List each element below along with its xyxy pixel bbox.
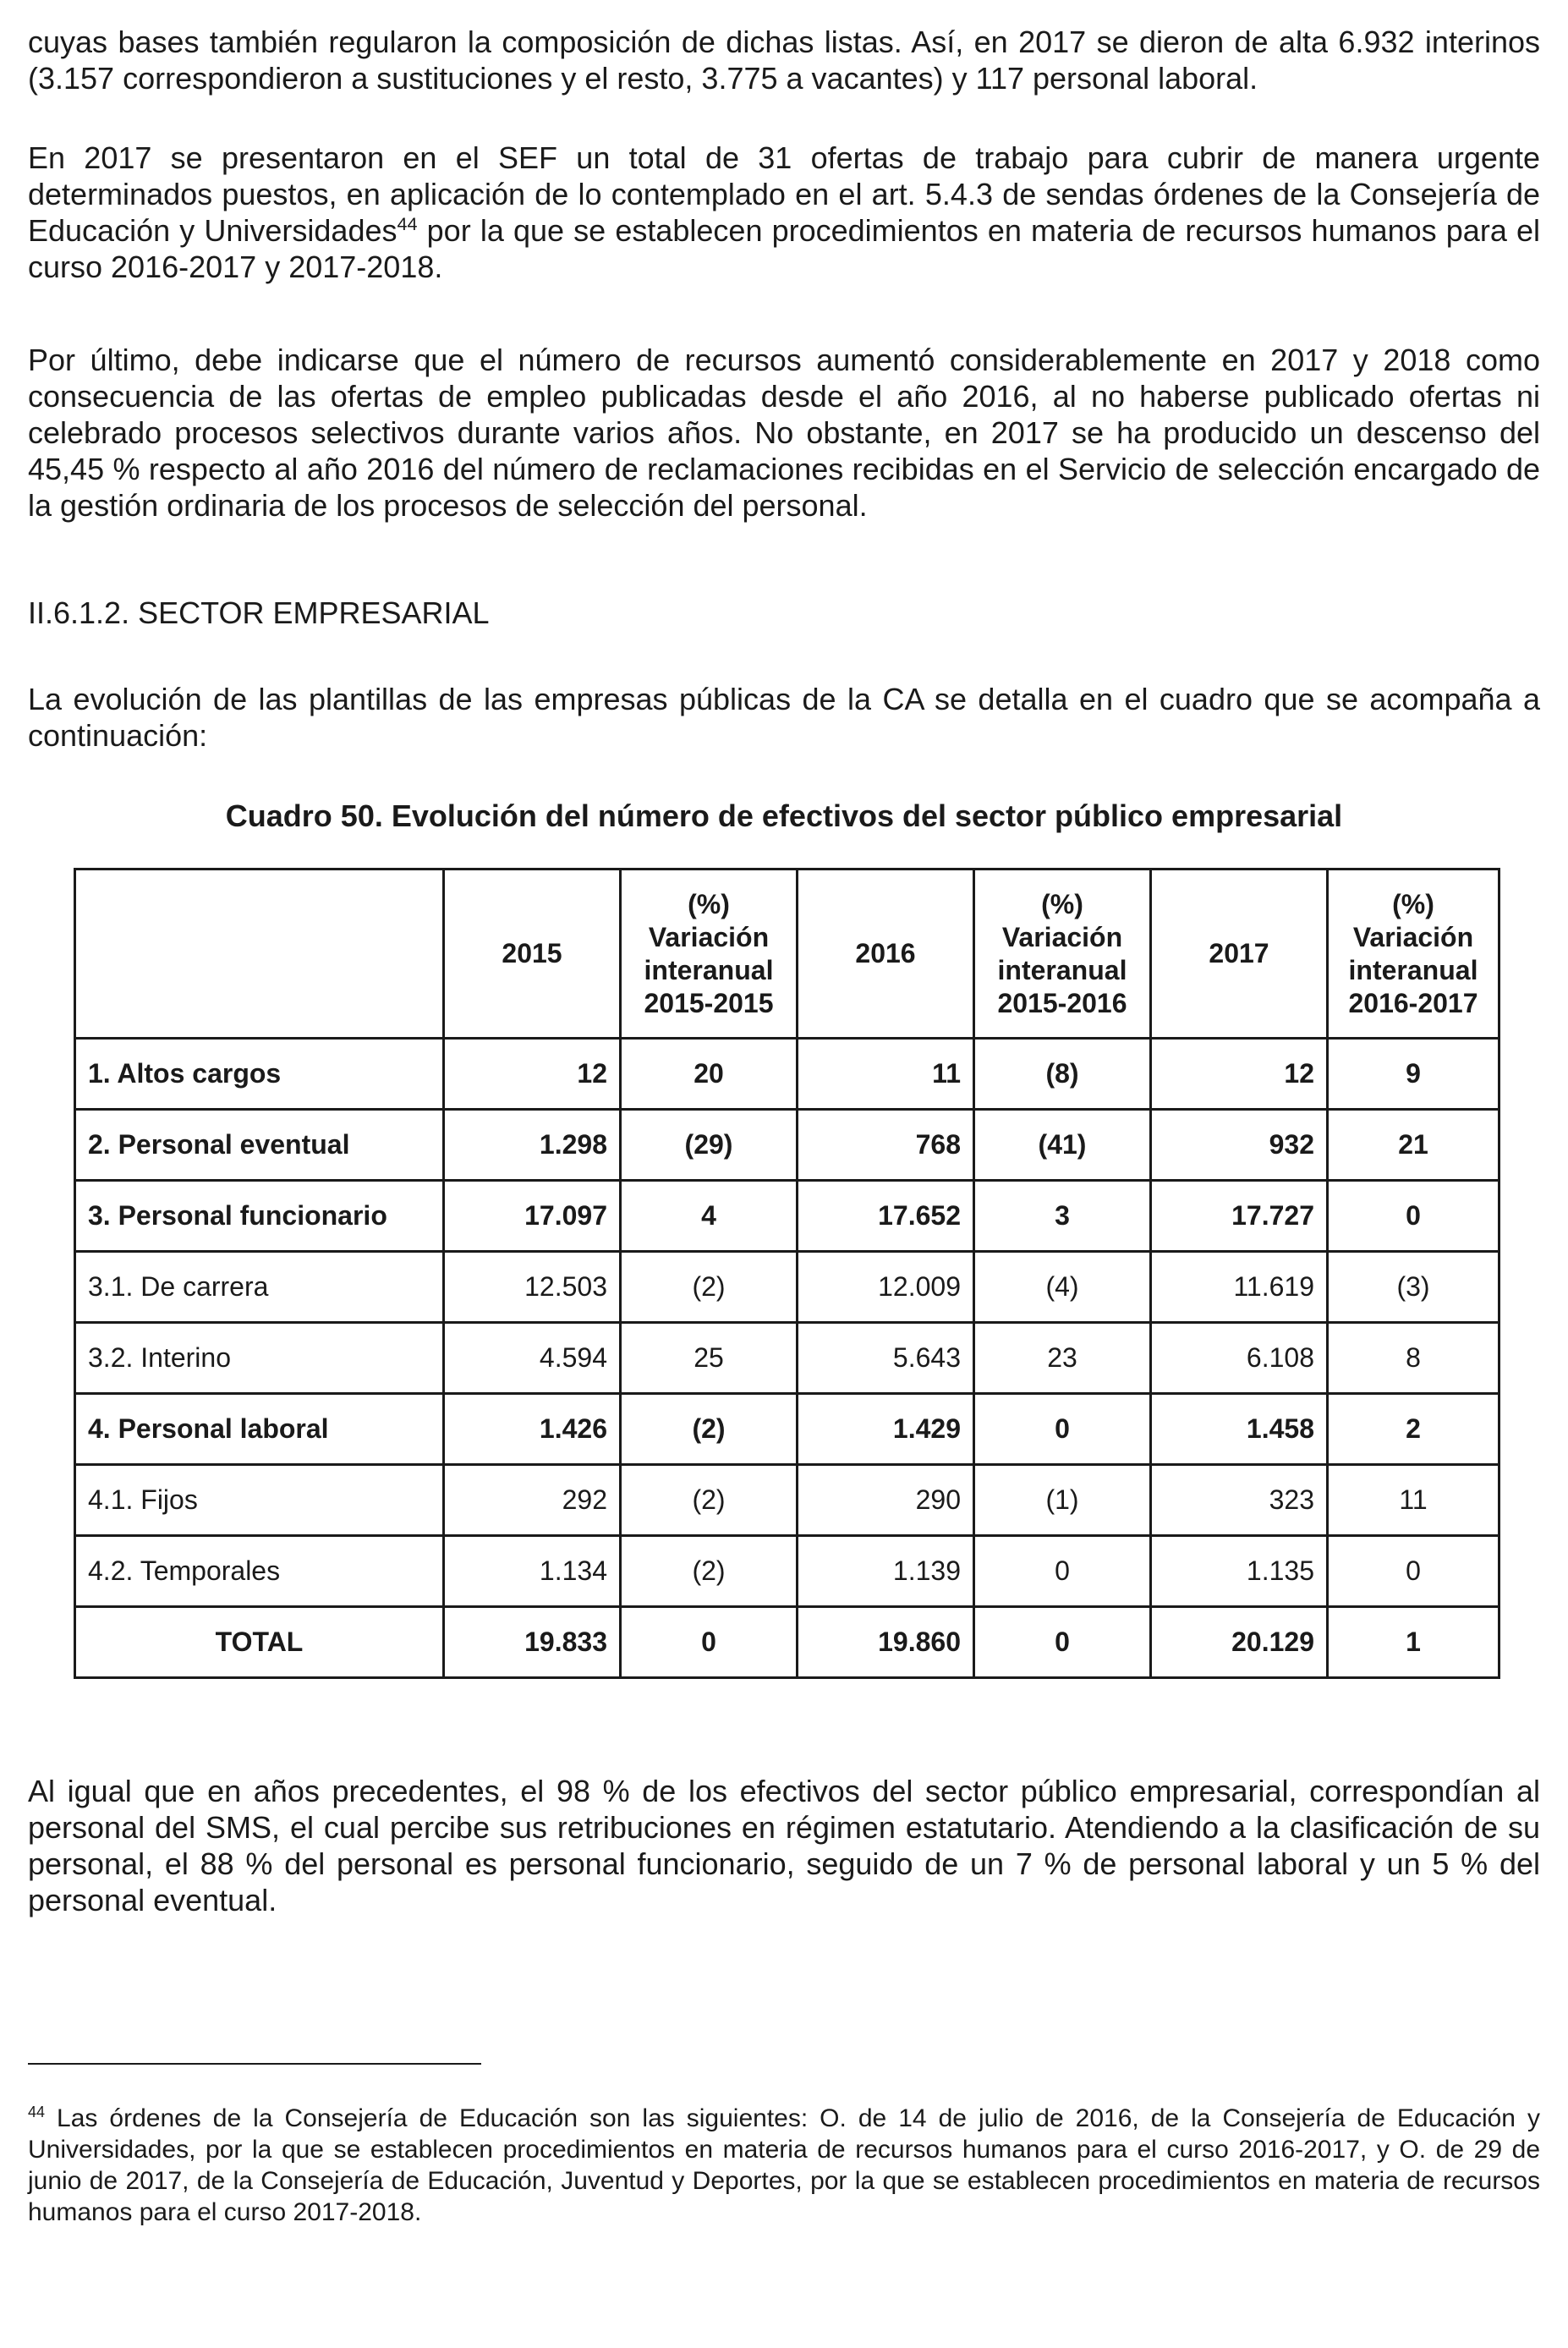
value-cell: 932 [1151, 1110, 1328, 1181]
value-cell: 12 [444, 1039, 621, 1110]
variation-cell: 0 [974, 1536, 1151, 1607]
row-label: 2. Personal eventual [75, 1110, 444, 1181]
table-row [75, 1607, 1499, 1678]
paragraph-plantillas-text: La evolución de las plantillas de las empresas públicas de la CA se detalla en el cuadro que se acompaña a continuación: [28, 682, 1540, 753]
variation-cell: (8) [974, 1039, 1151, 1110]
variation-cell: (41) [974, 1110, 1151, 1181]
table-row [75, 1252, 1499, 1323]
table-header-cell: 2016 [798, 870, 974, 1039]
value-cell: 17.727 [1151, 1181, 1328, 1252]
variation-cell: (3) [1328, 1252, 1499, 1323]
table-header-cell: (%) Variación interanual 2015-2016 [974, 870, 1151, 1039]
value-cell: 292 [444, 1465, 621, 1536]
value-cell: 5.643 [798, 1323, 974, 1394]
variation-cell: 0 [974, 1607, 1151, 1678]
variation-cell: 0 [974, 1394, 1151, 1465]
variation-cell: 21 [1328, 1110, 1499, 1181]
footnote-number: 44 [28, 2104, 46, 2120]
value-cell: 4.594 [444, 1323, 621, 1394]
paragraph-sms [28, 1773, 1540, 1918]
value-cell: 1.429 [798, 1394, 974, 1465]
value-cell: 11 [798, 1039, 974, 1110]
variation-cell: 20 [621, 1039, 798, 1110]
paragraph-sef-text-after: por la que se establecen procedimientos en materia de recursos humanos para el curso 2016-2017 y 2017-2018. [28, 213, 1540, 284]
variation-cell: (2) [621, 1465, 798, 1536]
value-cell: 290 [798, 1465, 974, 1536]
table-header-cell: 2017 [1151, 870, 1328, 1039]
value-cell: 11.619 [1151, 1252, 1328, 1323]
footnote-text: Las órdenes de la Consejería de Educación son las siguientes: O. de 14 de julio de 2016, de la Consejería de Educación y Universidades, por la que se establecen procedimientos en materia de recursos humanos para el curso 2016-2017, y O. de 29 de junio de 2017, de la Consejería de Educación, Juventud y Deportes, por la que se establecen procedimientos en materia de recursos humanos para el curso 2017-2018. [28, 2104, 1540, 2226]
table-header-cell: (%) Variación interanual 2016-2017 [1328, 870, 1499, 1039]
value-cell: 1.458 [1151, 1394, 1328, 1465]
variation-cell: (1) [974, 1465, 1151, 1536]
value-cell: 17.652 [798, 1181, 974, 1252]
table-row [75, 1181, 1499, 1252]
row-label: 3.1. De carrera [75, 1252, 444, 1323]
paragraph-sef-ofertas-text [28, 140, 1540, 285]
value-cell: 20.129 [1151, 1607, 1328, 1678]
value-cell: 1.298 [444, 1110, 621, 1181]
variation-cell: 0 [1328, 1181, 1499, 1252]
value-cell: 1.426 [444, 1394, 621, 1465]
variation-cell: 2 [1328, 1394, 1499, 1465]
row-label: 4. Personal laboral [75, 1394, 444, 1465]
value-cell: 323 [1151, 1465, 1328, 1536]
variation-cell: 25 [621, 1323, 798, 1394]
footnote-reference[interactable]: 44 [397, 213, 418, 234]
table-row [75, 1536, 1499, 1607]
value-cell: 19.833 [444, 1607, 621, 1678]
footnote-divider [28, 2063, 481, 2065]
footnote [28, 2103, 1540, 2228]
variation-cell: 11 [1328, 1465, 1499, 1536]
table-row [75, 1039, 1499, 1110]
value-cell: 12.503 [444, 1252, 621, 1323]
paragraph-recursos-text: Por último, debe indicarse que el número de recursos aumentó considerablemente en 2017 y 2018 como consecuencia de las ofertas de empleo publicadas desde el año 2016, al no haberse publicado ofertas ni celebrado procesos selectivos durante varios años. No obstante, en 2017 se ha producido un descenso del 45,45 % respecto al año 2016 del número de reclamaciones recibidas en el Servicio de selección encargado de la gestión ordinaria de los procesos de selección del personal. [28, 343, 1540, 523]
paragraph-plantillas [28, 681, 1540, 754]
table-row [75, 1394, 1499, 1465]
value-cell: 1.139 [798, 1536, 974, 1607]
paragraph-interinos-text: cuyas bases también regularon la composición de dichas listas. Así, en 2017 se dieron de alta 6.932 interinos (3.157 correspondieron a sustituciones y el resto, 3.775 a vacantes) y 117 personal laboral. [28, 25, 1540, 96]
table-header-cell [75, 870, 444, 1039]
section-heading: II.6.1.2. SECTOR EMPRESARIAL [28, 595, 490, 630]
paragraph-sef-text-before: En 2017 se presentaron en el SEF un total de 31 ofertas de trabajo para cubrir de manera urgente determinados puestos, en aplicación de lo contemplado en el art. 5.4.3 de sendas órdenes de la Consejería de Educación y Universidades [28, 140, 1540, 248]
variation-cell: (29) [621, 1110, 798, 1181]
row-label: 4.2. Temporales [75, 1536, 444, 1607]
value-cell: 768 [798, 1110, 974, 1181]
row-label: 1. Altos cargos [75, 1039, 444, 1110]
value-cell: 1.135 [1151, 1536, 1328, 1607]
value-cell: 12 [1151, 1039, 1328, 1110]
variation-cell: (2) [621, 1536, 798, 1607]
variation-cell: 4 [621, 1181, 798, 1252]
value-cell: 19.860 [798, 1607, 974, 1678]
variation-cell: 0 [1328, 1536, 1499, 1607]
table-row [75, 1110, 1499, 1181]
row-label: TOTAL [75, 1607, 444, 1678]
variation-cell: 23 [974, 1323, 1151, 1394]
value-cell: 6.108 [1151, 1323, 1328, 1394]
table-header-row [75, 870, 1499, 1039]
variation-cell: 0 [621, 1607, 798, 1678]
value-cell: 12.009 [798, 1252, 974, 1323]
table-header-cell: (%) Variación interanual 2015-2015 [621, 870, 798, 1039]
row-label: 3. Personal funcionario [75, 1181, 444, 1252]
table-row [75, 1323, 1499, 1394]
variation-cell: (2) [621, 1394, 798, 1465]
variation-cell: (4) [974, 1252, 1151, 1323]
value-cell: 17.097 [444, 1181, 621, 1252]
variation-cell: 8 [1328, 1323, 1499, 1394]
variation-cell: (2) [621, 1252, 798, 1323]
variation-cell: 1 [1328, 1607, 1499, 1678]
paragraph-sms-text: Al igual que en años precedentes, el 98 % de los efectivos del sector público empresarial, correspondían al personal del SMS, el cual percibe sus retribuciones en régimen estatutario. Atendiendo a la clasificación de su personal, el 88 % del personal es personal funcionario, seguido de un 7 % de personal laboral y un 5 % del personal eventual. [28, 1774, 1540, 1917]
row-label: 4.1. Fijos [75, 1465, 444, 1536]
table-header-cell: 2015 [444, 870, 621, 1039]
variation-cell: 9 [1328, 1039, 1499, 1110]
row-label: 3.2. Interino [75, 1323, 444, 1394]
table-caption: Cuadro 50. Evolución del número de efectivos del sector público empresarial [225, 798, 1343, 833]
paragraph-recursos [28, 342, 1540, 524]
efectivos-table [74, 868, 1500, 1679]
paragraph-interinos [28, 24, 1540, 96]
paragraph-sef-ofertas [28, 140, 1540, 285]
table-row [75, 1465, 1499, 1536]
variation-cell: 3 [974, 1181, 1151, 1252]
value-cell: 1.134 [444, 1536, 621, 1607]
